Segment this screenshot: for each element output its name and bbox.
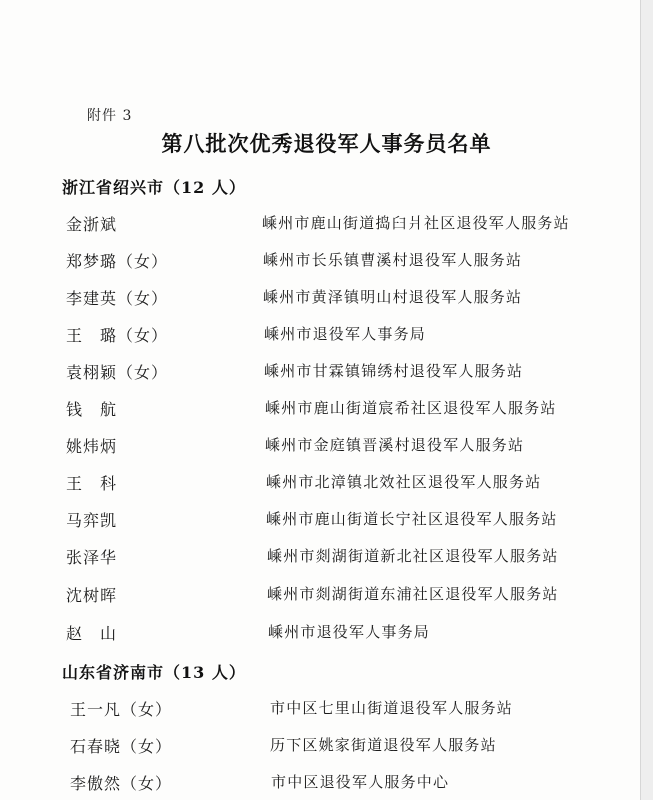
- person-name: 郑梦璐（女）: [66, 252, 169, 271]
- person-name: 袁栩颖（女）: [66, 363, 169, 382]
- list-item: [0, 734, 640, 758]
- person-name: 王一凡（女）: [70, 700, 173, 719]
- person-unit: 市中区七里山街道退役军人服务站: [270, 699, 514, 717]
- list-item: [0, 621, 640, 645]
- list-item: [0, 545, 640, 569]
- person-name: 张泽华: [66, 548, 118, 567]
- person-name: 姚炜炳: [66, 437, 118, 456]
- person-name: 王 科: [66, 474, 118, 493]
- list-item: [0, 697, 640, 721]
- list-item: [0, 508, 640, 532]
- section-heading-shaoxing: 浙江省绍兴市（12 人）: [62, 178, 246, 197]
- person-unit: 嵊州市退役军人事务局: [264, 325, 427, 343]
- list-item: [0, 771, 640, 795]
- person-unit: 嵊州市黄泽镇明山村退役军人服务站: [263, 288, 523, 306]
- person-unit: 嵊州市鹿山街道捣臼爿社区退役军人服务站: [262, 214, 570, 232]
- list-item: [0, 434, 640, 458]
- person-unit: 嵊州市鹿山街道宸希社区退役军人服务站: [265, 399, 557, 417]
- viewer-right-gutter: [641, 0, 653, 800]
- person-name: 王 璐（女）: [66, 326, 169, 345]
- list-item: [0, 583, 640, 607]
- person-unit: 嵊州市金庭镇晋溪村退役军人服务站: [265, 436, 525, 454]
- person-unit: 嵊州市退役军人事务局: [268, 623, 431, 641]
- person-unit: 嵊州市甘霖镇锦绣村退役军人服务站: [264, 362, 524, 380]
- person-unit: 历下区姚家街道退役军人服务站: [270, 736, 497, 754]
- attachment-label: 附件 3: [87, 108, 133, 124]
- person-unit: 嵊州市剡湖街道东浦社区退役军人服务站: [267, 585, 559, 603]
- list-item: [0, 323, 640, 347]
- list-item: [0, 360, 640, 384]
- section-heading-jinan: 山东省济南市（13 人）: [62, 663, 246, 682]
- person-unit: 市中区退役军人服务中心: [271, 773, 450, 791]
- person-name: 沈树晖: [66, 586, 118, 605]
- list-item: [0, 286, 640, 310]
- list-item: [0, 397, 640, 421]
- list-item: [0, 212, 640, 236]
- person-unit: 嵊州市鹿山街道长宁社区退役军人服务站: [266, 510, 558, 528]
- person-unit: 嵊州市北漳镇北效社区退役军人服务站: [266, 473, 542, 491]
- person-name: 金浙斌: [66, 215, 118, 234]
- person-name: 李傲然（女）: [70, 774, 173, 793]
- person-name: 钱 航: [66, 400, 118, 419]
- person-name: 石春晓（女）: [70, 737, 173, 756]
- person-unit: 嵊州市剡湖街道新北社区退役军人服务站: [267, 547, 559, 565]
- document-title: 第八批次优秀退役军人事务员名单: [161, 131, 492, 156]
- person-name: 马弈凯: [66, 511, 118, 530]
- list-item: [0, 471, 640, 495]
- person-name: 李建英（女）: [66, 289, 169, 308]
- list-item: [0, 249, 640, 273]
- person-name: 赵 山: [66, 624, 118, 643]
- person-unit: 嵊州市长乐镇曹溪村退役军人服务站: [263, 251, 523, 269]
